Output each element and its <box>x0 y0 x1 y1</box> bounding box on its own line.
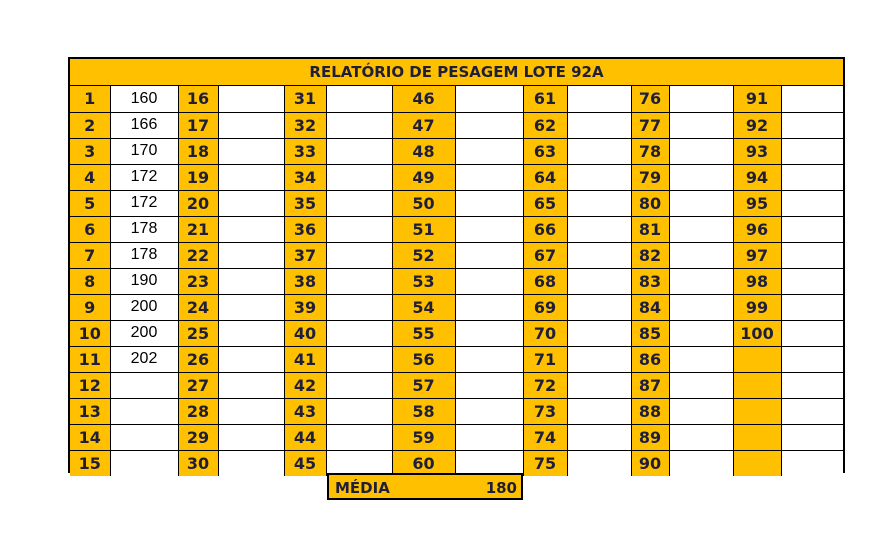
item-number-cell: 35 <box>284 190 326 216</box>
weight-value-cell <box>669 216 733 242</box>
weight-value-cell <box>326 320 392 346</box>
item-number-cell: 21 <box>178 216 218 242</box>
weight-value-cell <box>781 450 843 476</box>
weight-value-cell: 172 <box>110 164 178 190</box>
weight-value-cell <box>455 398 523 424</box>
item-number-cell: 31 <box>284 86 326 112</box>
item-number-cell: 99 <box>733 294 781 320</box>
item-number-cell: 44 <box>284 424 326 450</box>
item-number-cell: 77 <box>631 112 669 138</box>
weighing-report-sheet <box>68 57 845 473</box>
weight-value-cell <box>110 450 178 476</box>
item-number-cell: 82 <box>631 242 669 268</box>
weight-value-cell <box>218 294 284 320</box>
weight-value-cell <box>326 372 392 398</box>
weight-value-cell <box>669 112 733 138</box>
table-row <box>70 242 843 268</box>
weight-value-cell <box>781 398 843 424</box>
weight-value-cell <box>326 242 392 268</box>
item-number-cell: 53 <box>392 268 455 294</box>
weight-value-cell <box>218 138 284 164</box>
weight-value-cell <box>669 424 733 450</box>
weight-value-cell: 178 <box>110 242 178 268</box>
item-number-cell: 5 <box>70 190 110 216</box>
item-number-cell: 58 <box>392 398 455 424</box>
weight-value-cell <box>326 346 392 372</box>
weight-value-cell: 166 <box>110 112 178 138</box>
weight-value-cell <box>567 398 631 424</box>
item-number-cell: 55 <box>392 320 455 346</box>
weight-value-cell <box>669 86 733 112</box>
item-number-cell: 41 <box>284 346 326 372</box>
table-row <box>70 86 843 112</box>
weight-value-cell <box>567 294 631 320</box>
weight-value-cell <box>567 424 631 450</box>
weight-value-cell <box>218 424 284 450</box>
weight-value-cell <box>455 86 523 112</box>
weight-value-cell <box>110 398 178 424</box>
weight-value-cell <box>567 268 631 294</box>
weight-value-cell <box>326 294 392 320</box>
item-number-cell: 84 <box>631 294 669 320</box>
weight-value-cell <box>110 372 178 398</box>
weight-value-cell <box>781 216 843 242</box>
weight-value-cell: 172 <box>110 190 178 216</box>
table-row <box>70 424 843 450</box>
weight-value-cell <box>455 320 523 346</box>
item-number-cell: 14 <box>70 424 110 450</box>
item-number-cell: 28 <box>178 398 218 424</box>
weight-value-cell <box>455 216 523 242</box>
item-number-cell: 23 <box>178 268 218 294</box>
item-number-cell: 15 <box>70 450 110 476</box>
weight-value-cell <box>218 320 284 346</box>
weight-value-cell <box>781 164 843 190</box>
item-number-cell: 42 <box>284 372 326 398</box>
item-number-cell: 71 <box>523 346 567 372</box>
item-number-cell: 87 <box>631 372 669 398</box>
item-number-cell <box>733 372 781 398</box>
item-number-cell: 7 <box>70 242 110 268</box>
item-number-cell: 54 <box>392 294 455 320</box>
item-number-cell: 19 <box>178 164 218 190</box>
report-title: RELATÓRIO DE PESAGEM LOTE 92A <box>70 59 843 86</box>
average-label: MÉDIA <box>335 479 390 497</box>
weight-value-cell: 200 <box>110 320 178 346</box>
item-number-cell: 20 <box>178 190 218 216</box>
weight-value-cell: 202 <box>110 346 178 372</box>
weight-value-cell <box>669 268 733 294</box>
weight-value-cell: 170 <box>110 138 178 164</box>
weight-value-cell <box>781 268 843 294</box>
weight-value-cell <box>326 190 392 216</box>
weight-value-cell <box>781 112 843 138</box>
item-number-cell: 39 <box>284 294 326 320</box>
item-number-cell: 97 <box>733 242 781 268</box>
table-row <box>70 294 843 320</box>
weight-value-cell <box>669 320 733 346</box>
weight-value-cell <box>218 372 284 398</box>
item-number-cell: 64 <box>523 164 567 190</box>
item-number-cell: 66 <box>523 216 567 242</box>
table-row <box>70 216 843 242</box>
weight-value-cell <box>218 268 284 294</box>
weight-value-cell <box>669 398 733 424</box>
item-number-cell: 47 <box>392 112 455 138</box>
item-number-cell: 26 <box>178 346 218 372</box>
item-number-cell: 11 <box>70 346 110 372</box>
item-number-cell: 43 <box>284 398 326 424</box>
item-number-cell: 10 <box>70 320 110 346</box>
item-number-cell: 2 <box>70 112 110 138</box>
weight-value-cell <box>326 398 392 424</box>
item-number-cell: 51 <box>392 216 455 242</box>
weight-value-cell <box>326 138 392 164</box>
weight-value-cell <box>455 424 523 450</box>
table-row <box>70 398 843 424</box>
item-number-cell <box>733 424 781 450</box>
table-row <box>70 372 843 398</box>
item-number-cell: 8 <box>70 268 110 294</box>
item-number-cell: 89 <box>631 424 669 450</box>
weight-value-cell <box>781 320 843 346</box>
weight-value-cell <box>218 112 284 138</box>
weight-value-cell <box>781 86 843 112</box>
weight-value-cell <box>567 320 631 346</box>
weight-value-cell <box>218 164 284 190</box>
average-summary <box>327 473 523 500</box>
item-number-cell: 65 <box>523 190 567 216</box>
weight-value-cell <box>218 398 284 424</box>
weight-value-cell <box>567 190 631 216</box>
item-number-cell: 30 <box>178 450 218 476</box>
weight-value-cell <box>218 216 284 242</box>
weight-value-cell <box>455 268 523 294</box>
item-number-cell: 83 <box>631 268 669 294</box>
item-number-cell: 17 <box>178 112 218 138</box>
weight-value-cell <box>669 294 733 320</box>
weight-value-cell <box>567 216 631 242</box>
weight-value-cell <box>455 294 523 320</box>
table-row <box>70 138 843 164</box>
item-number-cell: 91 <box>733 86 781 112</box>
weight-value-cell <box>781 138 843 164</box>
weight-value-cell <box>326 112 392 138</box>
item-number-cell: 40 <box>284 320 326 346</box>
item-number-cell: 73 <box>523 398 567 424</box>
item-number-cell: 18 <box>178 138 218 164</box>
weight-value-cell <box>781 190 843 216</box>
weight-value-cell <box>669 138 733 164</box>
weight-value-cell <box>781 242 843 268</box>
weight-value-cell <box>218 86 284 112</box>
item-number-cell: 9 <box>70 294 110 320</box>
item-number-cell: 3 <box>70 138 110 164</box>
item-number-cell: 36 <box>284 216 326 242</box>
item-number-cell: 76 <box>631 86 669 112</box>
weight-value-cell: 160 <box>110 86 178 112</box>
weights-grid <box>70 86 843 476</box>
item-number-cell: 32 <box>284 112 326 138</box>
item-number-cell <box>733 346 781 372</box>
weight-value-cell <box>567 86 631 112</box>
weight-value-cell <box>781 424 843 450</box>
weight-value-cell <box>567 346 631 372</box>
item-number-cell: 98 <box>733 268 781 294</box>
item-number-cell: 95 <box>733 190 781 216</box>
weight-value-cell <box>218 242 284 268</box>
item-number-cell <box>733 450 781 476</box>
item-number-cell: 79 <box>631 164 669 190</box>
item-number-cell: 72 <box>523 372 567 398</box>
item-number-cell: 63 <box>523 138 567 164</box>
item-number-cell: 56 <box>392 346 455 372</box>
item-number-cell: 12 <box>70 372 110 398</box>
item-number-cell: 69 <box>523 294 567 320</box>
weight-value-cell: 178 <box>110 216 178 242</box>
item-number-cell: 94 <box>733 164 781 190</box>
weight-value-cell <box>326 164 392 190</box>
weight-value-cell <box>567 164 631 190</box>
weight-value-cell <box>326 86 392 112</box>
item-number-cell: 61 <box>523 86 567 112</box>
table-row <box>70 320 843 346</box>
table-row <box>70 164 843 190</box>
weight-value-cell <box>455 242 523 268</box>
weight-value-cell <box>669 190 733 216</box>
item-number-cell: 78 <box>631 138 669 164</box>
item-number-cell: 85 <box>631 320 669 346</box>
item-number-cell: 74 <box>523 424 567 450</box>
item-number-cell: 46 <box>392 86 455 112</box>
table-row <box>70 268 843 294</box>
weight-value-cell <box>669 372 733 398</box>
table-row <box>70 112 843 138</box>
table-row <box>70 190 843 216</box>
weight-value-cell <box>567 242 631 268</box>
weight-value-cell <box>567 450 631 476</box>
weight-value-cell <box>326 216 392 242</box>
item-number-cell: 13 <box>70 398 110 424</box>
weight-value-cell <box>781 346 843 372</box>
item-number-cell: 60 <box>392 450 455 476</box>
weight-value-cell <box>455 372 523 398</box>
item-number-cell: 22 <box>178 242 218 268</box>
weight-value-cell <box>781 372 843 398</box>
item-number-cell: 75 <box>523 450 567 476</box>
item-number-cell: 86 <box>631 346 669 372</box>
item-number-cell: 50 <box>392 190 455 216</box>
weight-value-cell <box>455 138 523 164</box>
weight-value-cell <box>326 424 392 450</box>
item-number-cell: 93 <box>733 138 781 164</box>
weight-value-cell <box>326 268 392 294</box>
item-number-cell: 45 <box>284 450 326 476</box>
weight-value-cell <box>455 190 523 216</box>
item-number-cell: 59 <box>392 424 455 450</box>
item-number-cell: 52 <box>392 242 455 268</box>
item-number-cell: 67 <box>523 242 567 268</box>
item-number-cell: 100 <box>733 320 781 346</box>
item-number-cell: 37 <box>284 242 326 268</box>
weight-value-cell <box>455 164 523 190</box>
table-row <box>70 346 843 372</box>
item-number-cell: 27 <box>178 372 218 398</box>
item-number-cell: 70 <box>523 320 567 346</box>
average-value: 180 <box>485 479 517 497</box>
weight-value-cell <box>781 294 843 320</box>
weight-value-cell <box>455 346 523 372</box>
item-number-cell: 92 <box>733 112 781 138</box>
weight-value-cell: 190 <box>110 268 178 294</box>
item-number-cell: 90 <box>631 450 669 476</box>
item-number-cell: 29 <box>178 424 218 450</box>
weight-value-cell <box>669 346 733 372</box>
weight-value-cell <box>567 372 631 398</box>
item-number-cell: 38 <box>284 268 326 294</box>
weight-value-cell <box>669 242 733 268</box>
item-number-cell: 25 <box>178 320 218 346</box>
item-number-cell: 16 <box>178 86 218 112</box>
item-number-cell: 57 <box>392 372 455 398</box>
item-number-cell: 62 <box>523 112 567 138</box>
item-number-cell: 4 <box>70 164 110 190</box>
item-number-cell: 49 <box>392 164 455 190</box>
weight-value-cell <box>455 112 523 138</box>
item-number-cell: 68 <box>523 268 567 294</box>
item-number-cell: 96 <box>733 216 781 242</box>
item-number-cell: 34 <box>284 164 326 190</box>
item-number-cell: 80 <box>631 190 669 216</box>
item-number-cell: 6 <box>70 216 110 242</box>
item-number-cell: 1 <box>70 86 110 112</box>
weight-value-cell: 200 <box>110 294 178 320</box>
item-number-cell: 24 <box>178 294 218 320</box>
item-number-cell: 88 <box>631 398 669 424</box>
weight-value-cell <box>567 112 631 138</box>
item-number-cell <box>733 398 781 424</box>
weight-value-cell <box>669 164 733 190</box>
weight-value-cell <box>567 138 631 164</box>
weight-value-cell <box>218 346 284 372</box>
item-number-cell: 33 <box>284 138 326 164</box>
weight-value-cell <box>110 424 178 450</box>
weight-value-cell <box>218 450 284 476</box>
item-number-cell: 81 <box>631 216 669 242</box>
weight-value-cell <box>218 190 284 216</box>
weight-value-cell <box>669 450 733 476</box>
item-number-cell: 48 <box>392 138 455 164</box>
